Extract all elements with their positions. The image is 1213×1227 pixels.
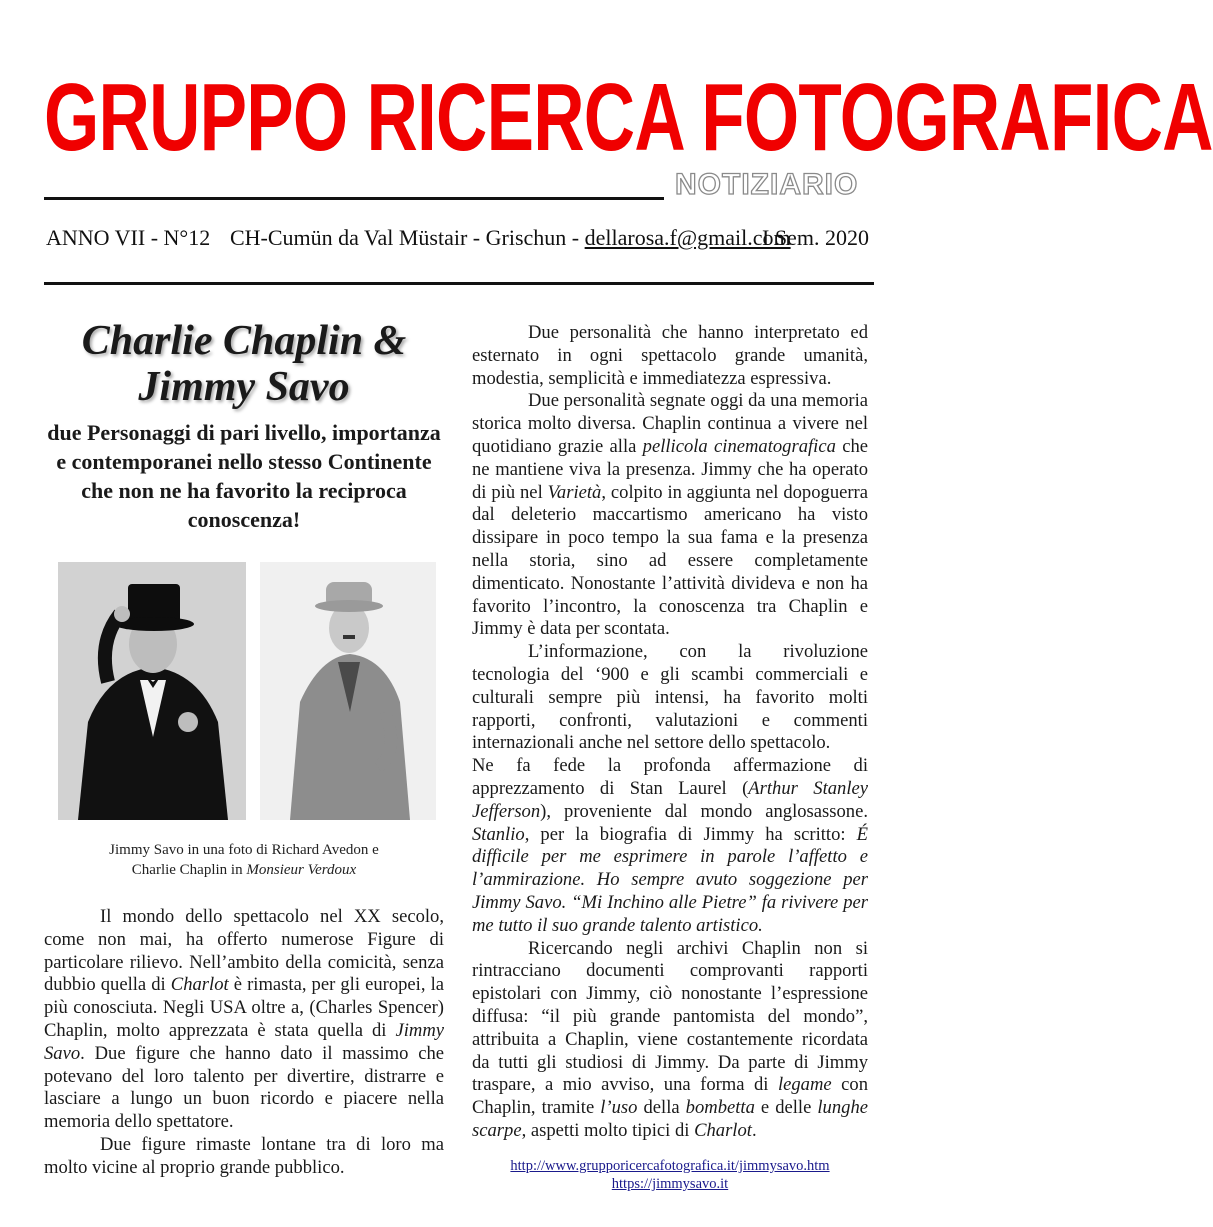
italic-run: legame	[777, 1074, 832, 1096]
italic-run: Arthur Stanley Jefferson	[472, 777, 868, 822]
article-title	[44, 318, 444, 410]
photo-row	[44, 562, 444, 820]
location-text: CH-Cumün da Val Müstair - Grischun -	[230, 225, 585, 250]
right-paragraph-5: Ricercando negli archivi Chaplin non si rintracciano documenti comprovanti rapporti epistolari con Jimmy, ciò nonostante l’espressione diffusa: “il più grande pantomista del mondo”, attribuita a Chaplin, viene costantemente ricordata da tutti gli studiosi di Jimmy. Da parte di Jimmy traspare, a mio avviso, una forma di legame con Chaplin, tramite l’uso della bombetta e delle lunghe scarpe, aspetti molto tipici di Charlot.	[472, 937, 869, 1141]
charlie-chaplin-photo	[260, 562, 436, 820]
right-column	[472, 322, 868, 1193]
left-paragraph-1: Il mondo dello spettacolo nel XX secolo, come non mai, ha offerto numerose Figure di particolare rilievo. Nell’ambito della comicità, senza dubbio quella di Charlot è rimasta, per gli europei, la più conosciuta. Negli USA oltre a, (Charles Spencer) Chaplin, molto apprezzata è stata quella di Jimmy Savo. Due figure che hanno dato il massimo che potevano del loro talento per divertire, distrarre e lasciare a lungo un buon ricordo e piacere nella memoria dello spettatore.	[44, 906, 444, 1133]
links-block	[472, 1157, 868, 1193]
masthead-title: GRUPPO RICERCA FOTOGRAFICA	[44, 64, 1213, 171]
left-paragraph-2: Due figure rimaste lontane tra di loro ma molto vicine al proprio grande pubblico.	[44, 1133, 444, 1178]
caption-line-2: Charlie Chaplin in	[131, 862, 247, 878]
header-rule-top	[44, 197, 664, 200]
notiziario-label: NOTIZIARIO	[675, 168, 859, 201]
email-link[interactable]: dellarosa.f@gmail.com	[584, 225, 791, 250]
jimmy-savo-photo	[58, 562, 246, 820]
italic-run: l’uso	[600, 1097, 638, 1119]
italic-run: Charlot	[694, 1119, 752, 1141]
caption-line-1: Jimmy Savo in una foto di Richard Avedon e	[109, 842, 379, 858]
website-link-2[interactable]: https://jimmysavo.it	[611, 1175, 729, 1192]
header-rule-bottom	[44, 282, 874, 285]
italic-run: Varietà	[547, 481, 602, 503]
right-paragraph-2: Due personalità segnate oggi da una memoria storica molto diversa. Chaplin continua a vivere nel quotidiano grazie alla pellicola cinematografica che ne mantiene viva la presenza. Jimmy che ha operato di più nel Varietà, colpito in aggiunta nel dopoguerra dal deleterio maccartismo americano ha visto dissipare in poco tempo la sua fama e la presenza nella storia, sino ad essere completamente dimenticato. Nonostante l’attività divideva e non ha favorito l’incontro, la conoscenza tra Chaplin e Jimmy è data per scontata.	[472, 390, 869, 640]
right-paragraph-1: Due personalità che hanno interpretato ed esternato in ogni spettacolo grande umanità, modestia, semplicità e immediatezza espressiva.	[472, 322, 868, 389]
italic-run: bombetta	[685, 1097, 755, 1119]
italic-run: Jimmy Savo	[44, 1019, 444, 1064]
issue-number: ANNO VII - N°12	[46, 225, 211, 250]
italic-run: Charlot	[170, 974, 229, 996]
italic-run: Stanlio	[472, 823, 525, 845]
title-line-1: Charlie Chaplin &	[81, 318, 407, 364]
italic-run: É difficile per me esprimere in parole l’affetto e l’ammirazione. Ho sempre avuto soggezione per Jimmy Savo. “Mi Inchino alle Pietre” fa rivivere per me tutto il suo grande talento artistico.	[472, 823, 868, 936]
left-column	[44, 318, 444, 1180]
website-link-1[interactable]: http://www.grupporicercafotografica.it/jimmysavo.htm	[510, 1157, 830, 1174]
caption-film-title: Monsieur Verdoux	[246, 862, 357, 878]
italic-run: pellicola cinematografica	[642, 435, 836, 457]
semester-label: I Sem. 2020	[762, 225, 869, 250]
title-line-2: Jimmy Savo	[138, 364, 350, 410]
right-paragraph-3: L’informazione, con la rivoluzione tecnologia del ‘900 e gli scambi commerciali e culturali sempre più intensi, ha favorito molti rapporti, confronti, valutazioni e commenti internazionali anche nel settore dello spettacolo.	[472, 641, 868, 754]
italic-run: lunghe scarpe	[472, 1097, 868, 1141]
photo-caption	[44, 840, 444, 880]
right-paragraph-4: Ne fa fede la profonda affermazione di apprezzamento di Stan Laurel (Arthur Stanley Jefferson), proveniente dal mondo anglosassone. Stanlio, per la biografia di Jimmy ha scritto: É difficile per me esprimere in parole l’affetto e l’ammirazione. Ho sempre avuto soggezione per Jimmy Savo. “Mi Inchino alle Pietre” fa rivivere per me tutto il suo grande talento artistico.	[472, 755, 868, 936]
article-subtitle: due Personaggi di pari livello, importanza e contemporanei nello stesso Continente che non ne ha favorito la reciproca conoscenza!	[47, 420, 441, 532]
left-body	[44, 906, 444, 1180]
location-line	[230, 225, 791, 251]
